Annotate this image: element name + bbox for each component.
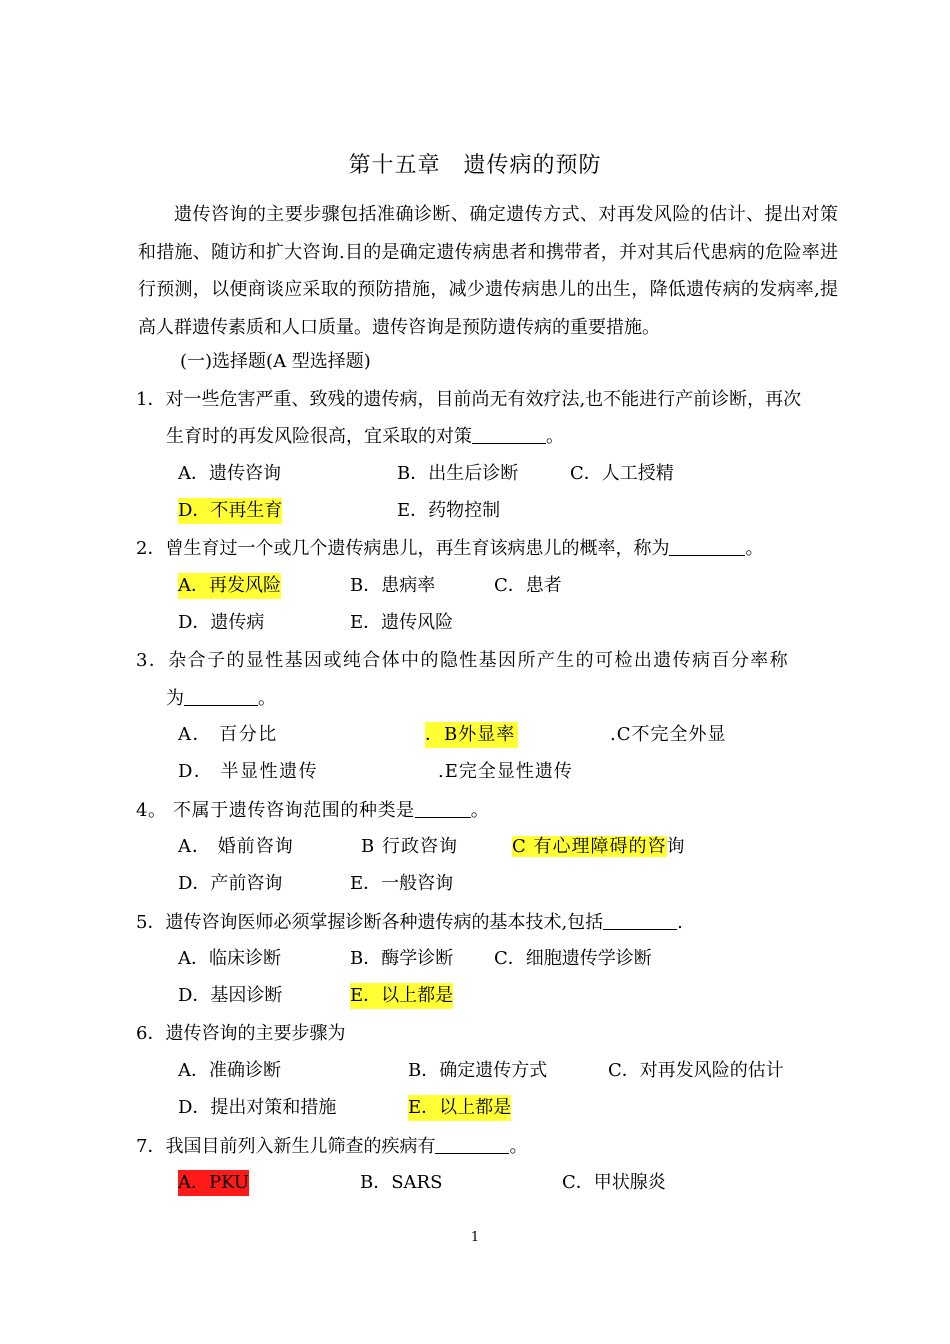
- q1-stem-line1: 1．对一些危害严重、致残的遗传病，目前尚无有效疗法,也不能进行产前诊断，再次: [136, 389, 802, 410]
- q7-option-c: C．甲状腺炎: [562, 1172, 666, 1193]
- q7-stem-end: 。: [509, 1136, 528, 1157]
- q5-option-a: A．临床诊断: [178, 948, 281, 969]
- q6-option-a: A．准确诊断: [178, 1060, 281, 1081]
- q4-stem-end: 。: [470, 800, 490, 821]
- q4-option-d: D．产前咨询: [178, 873, 283, 894]
- q3-option-e: .E完全显性遗传: [438, 761, 573, 782]
- q1-option-a: A．遗传咨询: [178, 463, 281, 484]
- intro-text: 遗传咨询的主要步骤包括准确诊断、确定遗传方式、对再发风险的估计、提出对策和措施、随访和扩大咨询.目的是确定遗传病患者和携带者，并对其后代患病的危险率进行预测，以便商谈应采取的预防措施，减少遗传病患儿的出生，降低遗传病的发病率,提高人群遗传素质和人口质量。遗传咨询是预防遗传病的重要措施。: [138, 204, 838, 338]
- q4-stem-text: 4。 不属于遗传咨询范围的种类是: [136, 800, 415, 821]
- q2-stem: [136, 536, 763, 562]
- q5-stem: [136, 910, 683, 936]
- page-number: 1: [470, 1230, 480, 1245]
- q2-option-c: C．患者: [494, 575, 562, 596]
- q3-option-a: A． 百分比: [178, 724, 278, 745]
- q7-stem-text: 7．我国目前列入新生儿筛查的疾病有: [136, 1136, 436, 1157]
- q5-option-e: E．以上都是: [350, 983, 453, 1009]
- q1-stem-end: 。: [546, 426, 564, 447]
- q4-option-c-text: C 有心理障碍的咨: [512, 836, 667, 857]
- intro-paragraph: [138, 196, 838, 346]
- q7-stem: [136, 1134, 527, 1160]
- q5-stem-text: 5．遗传咨询医师必须掌握诊断各种遗传病的基本技术,包括: [136, 912, 604, 933]
- q1-option-d: D．不再生育: [178, 498, 282, 524]
- q3-option-d: D． 半显性遗传: [178, 761, 319, 782]
- q1-stem-line2: [166, 424, 564, 450]
- q4-option-a: A． 婚前咨询: [178, 836, 294, 857]
- q7-answer-blank: [435, 1135, 509, 1154]
- q7-option-b: B．SARS: [360, 1172, 443, 1193]
- q4-stem: [136, 798, 489, 824]
- q2-answer-blank: [669, 537, 745, 556]
- q2-option-d: D．遗传病: [178, 612, 265, 633]
- q2-stem-text: 2．曾生育过一个或几个遗传病患儿，再生育该病患儿的概率，称为: [136, 538, 670, 559]
- q6-option-d: D．提出对策和措施: [178, 1097, 337, 1118]
- q3-stem-end: 。: [258, 688, 276, 709]
- q2-option-a: A．再发风险: [178, 573, 281, 599]
- q3-answer-blank: [184, 687, 258, 706]
- q5-option-d: D．基因诊断: [178, 985, 283, 1006]
- q1-option-c: C．人工授精: [570, 463, 674, 484]
- q6-option-e: E．以上都是: [408, 1095, 511, 1121]
- q3-option-c: .C不完全外显: [610, 724, 727, 745]
- q1-option-b: B．出生后诊断: [397, 463, 519, 484]
- q5-answer-blank: [603, 911, 677, 930]
- q1-answer-blank: [472, 425, 546, 444]
- q7-option-a: A．PKU: [178, 1170, 249, 1196]
- section-heading: (一)选择题(A 型选择题): [180, 351, 371, 372]
- q1-stem-text: 生育时的再发风险很高，宜采取的对策: [166, 426, 472, 447]
- q3-stem-line2: [166, 686, 276, 712]
- q4-option-c: [512, 834, 686, 860]
- chapter-title: 第十五章 遗传病的预防: [348, 153, 602, 178]
- q3-option-b: ．B外显率: [425, 722, 518, 748]
- q6-option-b: B．确定遗传方式: [408, 1060, 548, 1081]
- q4-option-b: B 行政咨询: [361, 836, 458, 857]
- q1-option-e: E．药物控制: [397, 500, 501, 521]
- q6-option-c: C．对再发风险的估计: [608, 1060, 784, 1081]
- q2-stem-end: 。: [745, 538, 764, 559]
- q4-option-c-tail: 询: [666, 836, 686, 857]
- q5-stem-end: .: [677, 912, 683, 933]
- q5-option-b: B．酶学诊断: [350, 948, 454, 969]
- q3-stem-line1: 3．杂合子的显性基因或纯合体中的隐性基因所产生的可检出遗传病百分率称: [136, 650, 790, 671]
- q6-stem: 6．遗传咨询的主要步骤为: [136, 1023, 346, 1044]
- q5-option-c: C．细胞遗传学诊断: [494, 948, 652, 969]
- q4-option-e: E．一般咨询: [350, 873, 454, 894]
- q4-answer-blank: [415, 799, 471, 818]
- q2-option-b: B．患病率: [350, 575, 436, 596]
- q3-stem-text: 为: [166, 688, 184, 709]
- q2-option-e: E．遗传风险: [350, 612, 454, 633]
